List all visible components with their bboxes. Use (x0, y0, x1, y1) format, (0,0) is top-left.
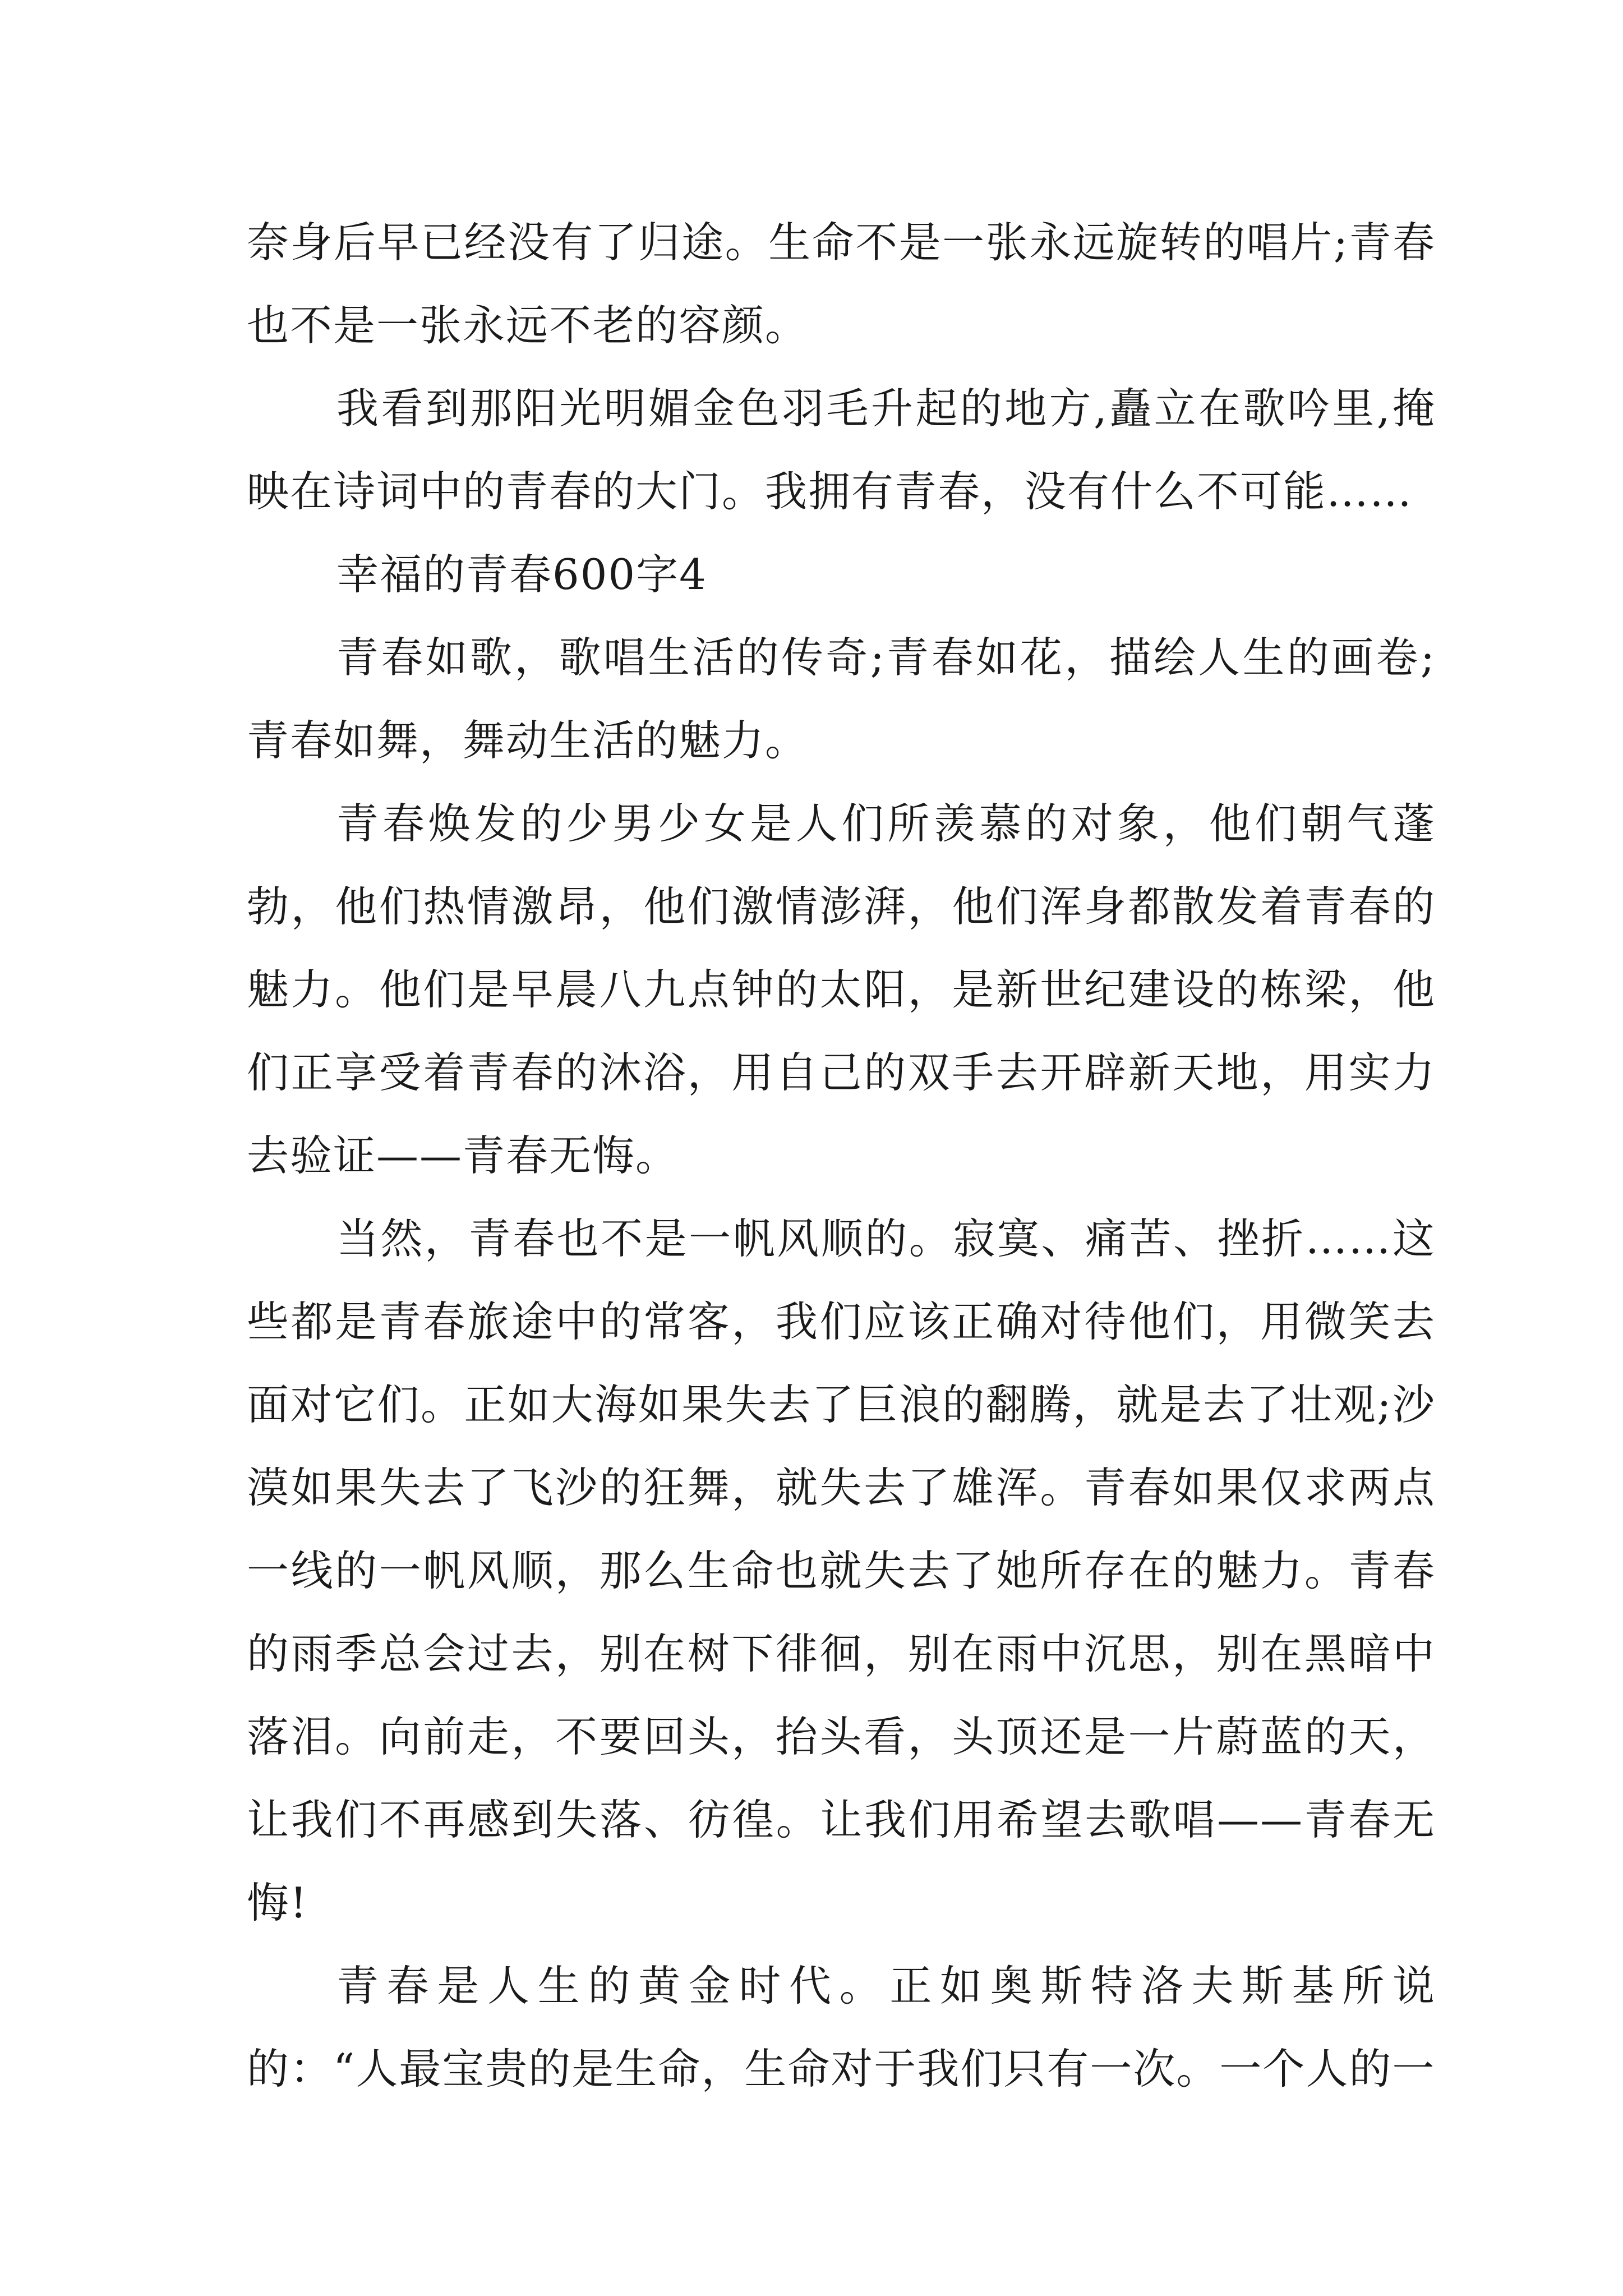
paragraph: 当然，青春也不是一帆风顺的。寂寞、痛苦、挫折……这些都是青春旅途中的常客，我们应该正确对待他们，用微笑去面对它们。正如大海如果失去了巨浪的翻腾，就是去了壮观;沙漠如果失去了飞沙的狂舞，就失去了雄浑。青春如果仅求两点一线的一帆风顺，那么生命也就失去了她所存在的魅力。青春的雨季总会过去，别在树下徘徊，别在雨中沉思，别在黑暗中落泪。向前走，不要回头，抬头看，头顶还是一片蔚蓝的天，让我们不再感到失落、彷徨。让我们用希望去歌唱——青春无悔! (247, 1214, 1436, 1927)
paragraph: 青春如歌，歌唱生活的传奇;青春如花，描绘人生的画卷;青春如舞，舞动生活的魅力。 (247, 633, 1436, 765)
section-heading: 幸福的青春600字4 (336, 550, 707, 599)
paragraph-continuation: 奈身后早已经没有了归途。生命不是一张永远旋转的唱片;青春也不是一张永远不老的容颜。 (247, 218, 1436, 350)
document-body (247, 201, 1436, 2110)
paragraph: 青春是人生的黄金时代。正如奥斯特洛夫斯基所说的：“人最宝贵的是生命，生命对于我们只有一次。一个人的一 (247, 1961, 1436, 2093)
paragraph: 我看到那阳光明媚金色羽毛升起的地方,矗立在歌吟里,掩映在诗词中的青春的大门。我拥有青春，没有什么不可能…… (247, 384, 1436, 516)
paragraph: 青春焕发的少男少女是人们所羡慕的对象，他们朝气蓬勃，他们热情激昂，他们激情澎湃，他们浑身都散发着青春的魅力。他们是早晨八九点钟的太阳，是新世纪建设的栋梁，他们正享受着青春的沐浴，用自己的双手去开辟新天地，用实力去验证——青春无悔。 (247, 799, 1436, 1180)
